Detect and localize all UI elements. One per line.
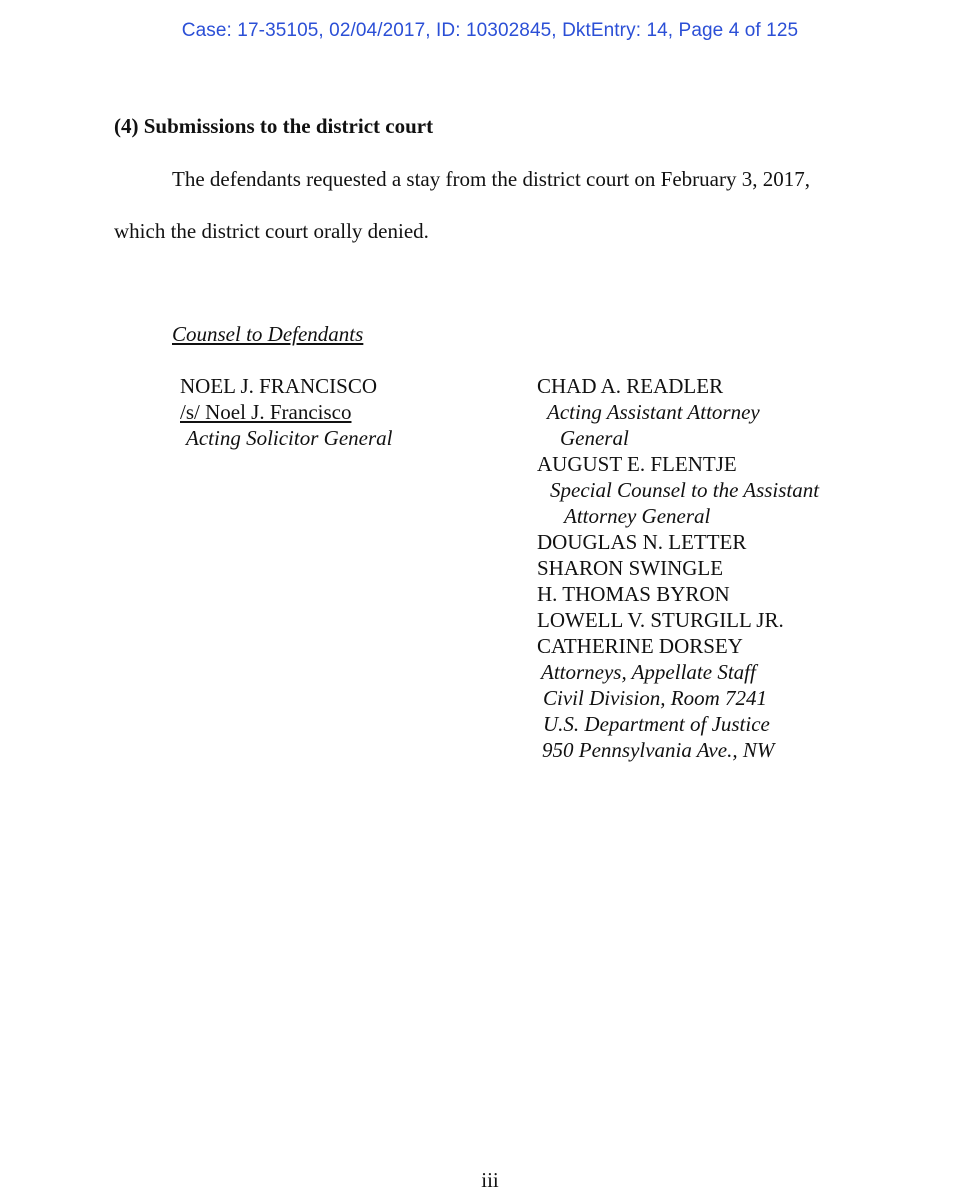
paragraph-line-1: The defendants requested a stay from the district court on February 3, 2017, [172,167,810,191]
counsel-right-line: CHAD A. READLER [537,374,724,398]
counsel-right-line: Attorney General [564,504,711,528]
counsel-left-signature: /s/ Noel J. Francisco [180,400,352,424]
section-heading: (4) Submissions to the district court [114,114,434,138]
paragraph-line-2: which the district court orally denied. [114,219,429,243]
case-header: Case: 17-35105, 02/04/2017, ID: 10302845, DktEntry: 14, Page 4 of 125 [181,20,799,41]
counsel-right-line: Civil Division, Room 7241 [543,686,767,710]
page-number: iii [481,1168,499,1192]
counsel-label: Counsel to Defendants [172,322,364,346]
counsel-right-line: AUGUST E. FLENTJE [537,452,737,476]
counsel-right-line: Attorneys, Appellate Staff [541,660,756,684]
counsel-right-line: 950 Pennsylvania Ave., NW [542,738,775,762]
counsel-right-line: Acting Assistant Attorney [547,400,760,424]
counsel-right-line: U.S. Department of Justice [543,712,770,736]
counsel-right-line: Special Counsel to the Assistant [550,478,820,502]
counsel-right-line: CATHERINE DORSEY [537,634,743,658]
counsel-right-line: DOUGLAS N. LETTER [537,530,747,554]
counsel-left-name: NOEL J. FRANCISCO [180,374,377,398]
counsel-left-title: Acting Solicitor General [186,426,393,450]
counsel-right-line: LOWELL V. STURGILL JR. [537,608,784,632]
counsel-right-line: H. THOMAS BYRON [537,582,730,606]
counsel-right-line: SHARON SWINGLE [537,556,724,580]
counsel-right-line: General [560,426,629,450]
